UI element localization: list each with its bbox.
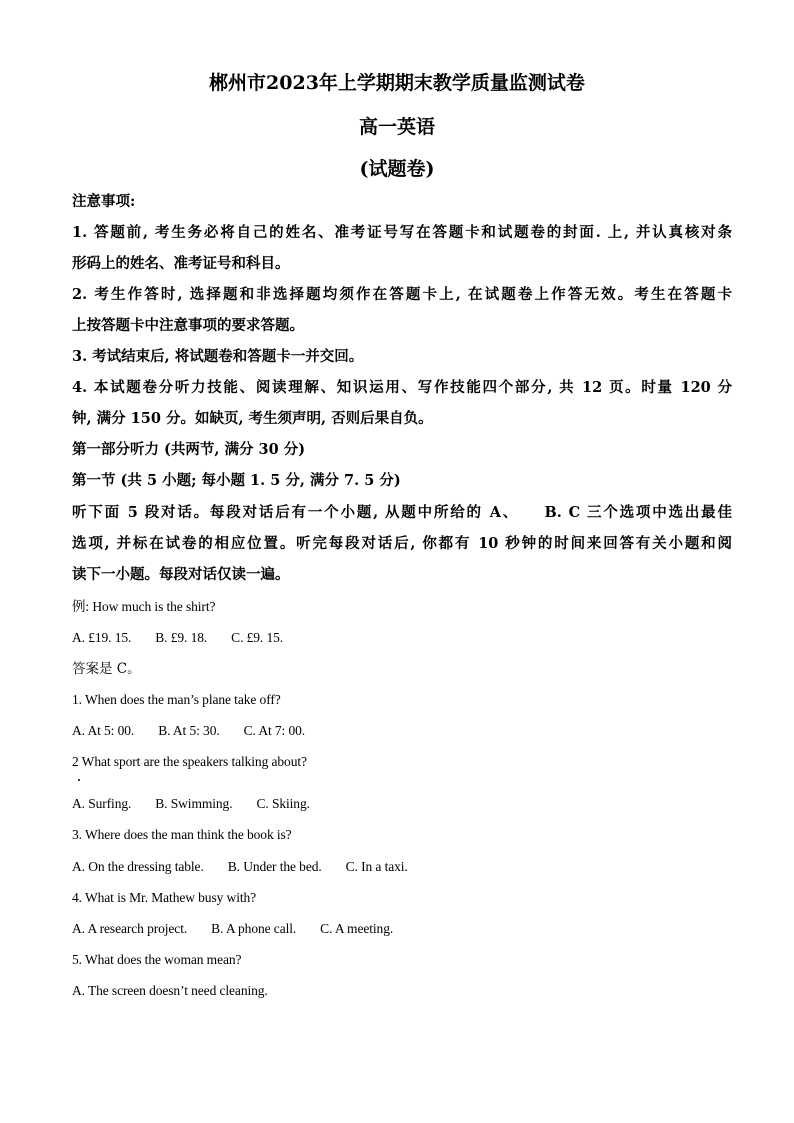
option-a: A. At 5: 00. [72, 723, 135, 738]
stray-dot-mark [78, 779, 80, 781]
example-answer: 答案是 C。 [72, 661, 141, 677]
notes-heading: 注意事项: [72, 193, 136, 210]
option-c: C. In a taxi. [345, 859, 408, 874]
question-2-options [72, 794, 334, 814]
option-c: C. Skiing. [256, 796, 310, 811]
subsection-heading: 第一节 (共 5 小题; 每小题 1. 5 分, 满分 7. 5 分) [72, 472, 401, 489]
note-item-2-line-1: 2. 考生作答时, 选择题和非选择题均须作在答题卡上, 在试题卷上作答无效。考生在答题卡 [72, 286, 732, 303]
question-3-options [72, 857, 432, 877]
option-a: A. Surfing. [72, 796, 132, 811]
question-1-options [72, 721, 329, 741]
question-2: 2 What sport are the speakers talking about? [72, 754, 307, 769]
option-c: C. £9. 15. [231, 630, 284, 645]
instruction-line-1: 听下面 5 段对话。每段对话后有一个小题, 从题中所给的 A、 B. C 三个选项中选出最佳 [72, 504, 732, 521]
exam-title: 郴州市2023年上学期期末教学质量监测试卷 [209, 72, 585, 94]
question-3: 3. Where does the man think the book is? [72, 827, 292, 842]
paper-type-label: (试题卷) [359, 158, 435, 180]
question-4-options [72, 919, 417, 939]
instruction-line-3: 读下一小题。每段对话仅读一遍。 [72, 566, 290, 583]
example-options [72, 628, 307, 648]
option-b: B. A phone call. [211, 921, 297, 936]
note-item-1-line-1: 1. 答题前, 考生务必将自己的姓名、准考证号写在答题卡和试题卷的封面. 上, 并认真核对条 [72, 224, 732, 241]
note-item-3: 3. 考试结束后, 将试题卷和答题卡一并交回。 [72, 348, 364, 365]
note-item-1-line-2: 形码上的姓名、准考证号和科目。 [72, 255, 290, 272]
option-b: B. £9. 18. [155, 630, 208, 645]
note-item-2-line-2: 上按答题卡中注意事项的要求答题。 [72, 317, 304, 334]
option-a: A. A research project. [72, 921, 188, 936]
option-a: A. £19. 15. [72, 630, 132, 645]
question-5: 5. What does the woman mean? [72, 952, 242, 967]
question-1: 1. When does the man’s plane take off? [72, 692, 281, 707]
question-4: 4. What is Mr. Mathew busy with? [72, 890, 257, 905]
option-c: C. At 7: 00. [243, 723, 306, 738]
note-item-4-line-1: 4. 本试题卷分听力技能、阅读理解、知识运用、写作技能四个部分, 共 12 页。时量 120 分 [72, 379, 732, 396]
example-question: 例: How much is the shirt? [72, 599, 216, 614]
exam-subject: 高一英语 [358, 116, 435, 138]
instruction-line-2: 选项, 并标在试卷的相应位置。听完每段对话后, 你都有 10 秒钟的时间来回答有关小题和阅 [72, 535, 732, 552]
part-heading: 第一部分听力 (共两节, 满分 30 分) [72, 441, 306, 458]
option-b: B. Swimming. [155, 796, 233, 811]
option-a: A. On the dressing table. [72, 859, 204, 874]
option-a: A. The screen doesn’t need cleaning. [72, 983, 268, 998]
option-b: B. Under the bed. [227, 859, 322, 874]
note-item-4-line-2: 钟, 满分 150 分。如缺页, 考生须声明, 否则后果自负。 [72, 410, 433, 427]
question-5-options [72, 981, 292, 1001]
option-b: B. At 5: 30. [158, 723, 220, 738]
option-c: C. A meeting. [320, 921, 394, 936]
